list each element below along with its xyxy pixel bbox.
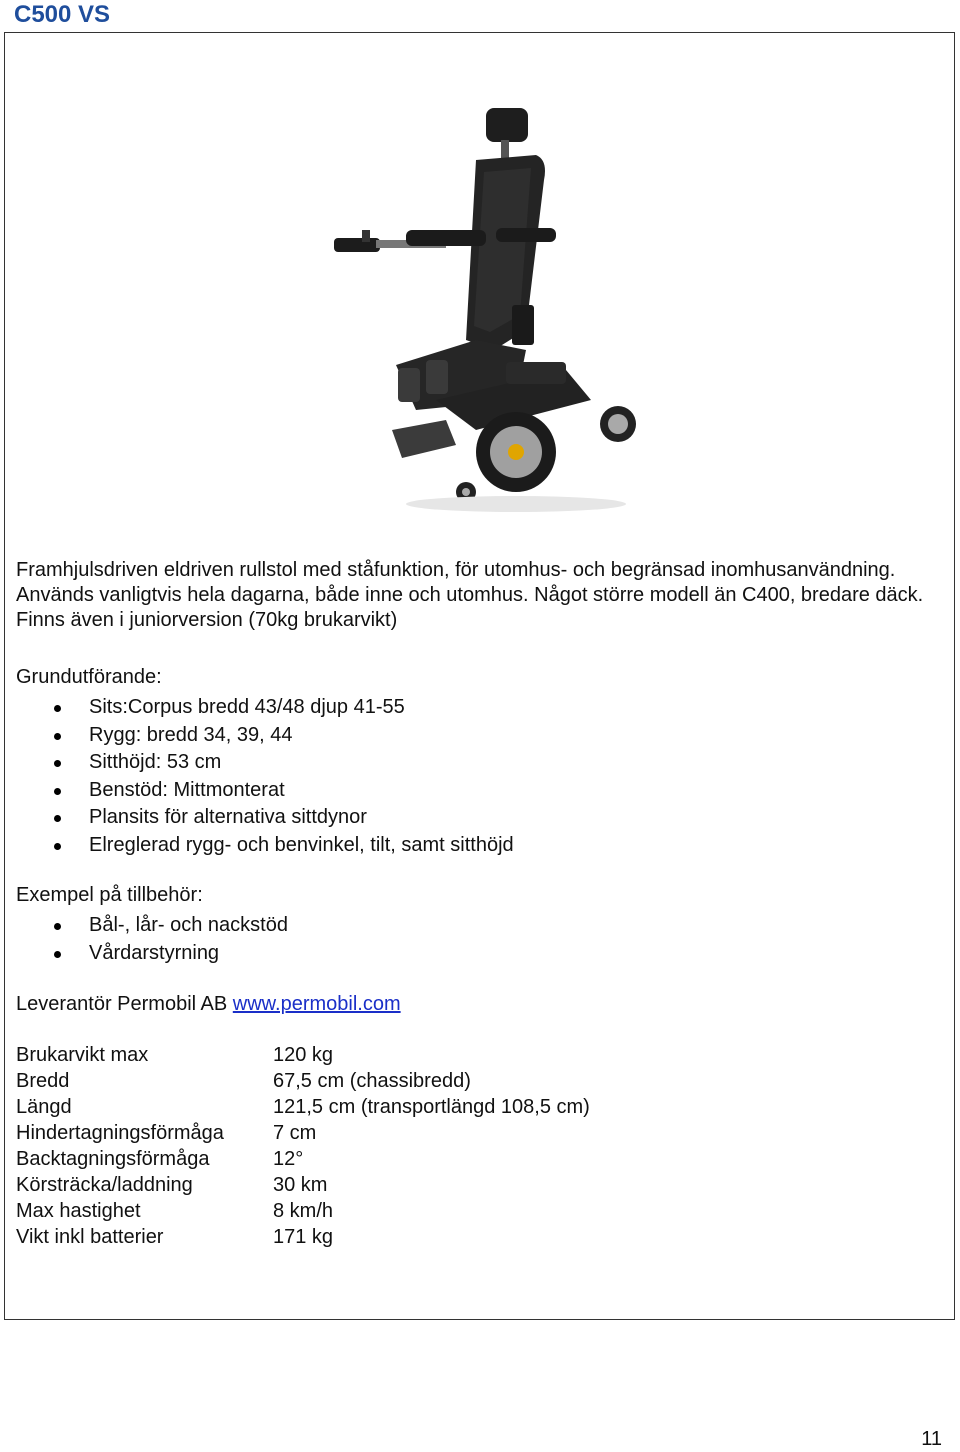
base-config-list bbox=[16, 694, 936, 859]
page-number: 11 bbox=[921, 1428, 942, 1450]
table-row bbox=[16, 1199, 590, 1225]
list-item: Plansits för alternativa sittdynor bbox=[16, 804, 936, 832]
spec-value: 12° bbox=[273, 1148, 304, 1170]
accessories-label: Exempel på tillbehör: bbox=[16, 884, 203, 906]
table-row bbox=[16, 1121, 590, 1147]
spec-key: Backtagningsförmåga bbox=[16, 1148, 210, 1170]
table-row bbox=[16, 1069, 590, 1095]
accessories-list bbox=[16, 912, 936, 967]
spec-value: 8 km/h bbox=[273, 1200, 334, 1222]
table-row bbox=[16, 1173, 590, 1199]
spec-value: 7 cm bbox=[273, 1122, 317, 1144]
page-title: C500 VS bbox=[14, 1, 111, 28]
spec-key: Brukarvikt max bbox=[16, 1044, 149, 1066]
supplier-line bbox=[16, 992, 936, 1017]
description-line: Finns även i juniorversion (70kg brukarvikt) bbox=[16, 609, 398, 631]
table-row bbox=[16, 1095, 590, 1121]
spec-key: Max hastighet bbox=[16, 1200, 141, 1222]
list-item: Sitthöjd: 53 cm bbox=[16, 749, 936, 777]
table-row bbox=[16, 1043, 590, 1069]
supplier-link[interactable]: www.permobil.com bbox=[232, 993, 401, 1015]
wheelchair-image bbox=[326, 100, 636, 530]
spec-value: 67,5 cm (chassibredd) bbox=[273, 1070, 471, 1092]
spec-value: 30 km bbox=[273, 1174, 328, 1196]
content bbox=[16, 558, 936, 1251]
description-line: Används vanligtvis hela dagarna, både inne och utomhus. Något större modell än C400, bredare däck. bbox=[16, 584, 924, 606]
supplier-label: Leverantör Permobil AB bbox=[16, 993, 228, 1015]
list-item: Vårdarstyrning bbox=[16, 940, 936, 968]
description-line: Framhjulsdriven eldriven rullstol med ståfunktion, för utomhus- och begränsad inomhusanvändning. bbox=[16, 559, 896, 581]
spec-value: 120 kg bbox=[273, 1044, 334, 1066]
spec-key: Hindertagningsförmåga bbox=[16, 1122, 224, 1144]
list-item: Rygg: bredd 34, 39, 44 bbox=[16, 722, 936, 750]
spec-key: Körsträcka/laddning bbox=[16, 1174, 193, 1196]
list-item: Bål-, lår- och nackstöd bbox=[16, 912, 936, 940]
spec-key: Längd bbox=[16, 1096, 72, 1118]
table-row bbox=[16, 1147, 590, 1173]
list-item: Benstöd: Mittmonterat bbox=[16, 777, 936, 805]
table-row bbox=[16, 1225, 590, 1251]
specs-table bbox=[16, 1043, 590, 1251]
spec-key: Vikt inkl batterier bbox=[16, 1226, 164, 1248]
spec-key: Bredd bbox=[16, 1070, 70, 1092]
spec-value: 121,5 cm (transportlängd 108,5 cm) bbox=[273, 1096, 590, 1118]
list-item: Sits:Corpus bredd 43/48 djup 41-55 bbox=[16, 694, 936, 722]
base-config-label: Grundutförande: bbox=[16, 666, 162, 688]
spec-value: 171 kg bbox=[273, 1226, 334, 1248]
list-item: Elreglerad rygg- och benvinkel, tilt, samt sitthöjd bbox=[16, 832, 936, 860]
